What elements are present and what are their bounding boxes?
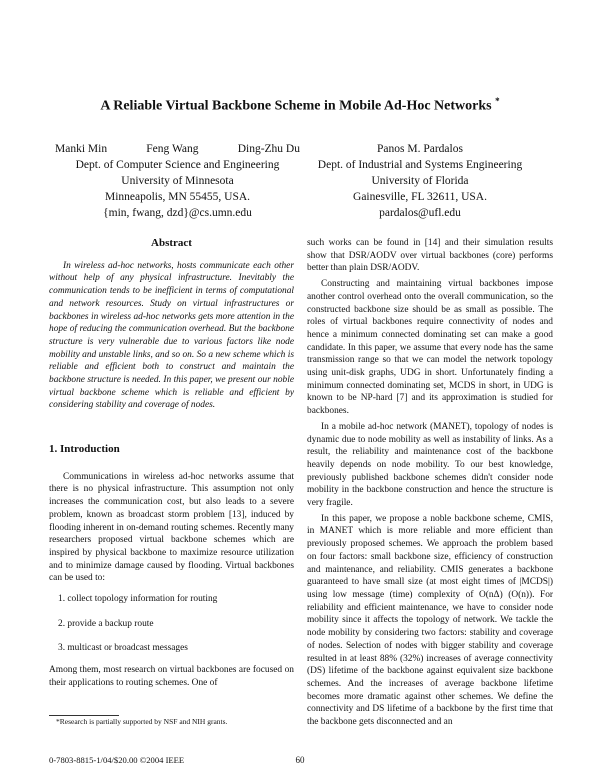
author-city: Minneapolis, MN 55455, USA. xyxy=(104,191,251,203)
body-paragraph: In this paper, we propose a noble backbone scheme, CMIS, in MANET which is more reliable and more efficient than previously proposed schemes. We approach the problem based on four factors: small backbone size, efficiency of construction and maintenance, and reliability. CMIS generates a backbone guaranteed to have small size (at most eight times of |MCDS|) using low message (time) complexity of O(nΔ) (O(n)). For reliability and efficient maintenance, we have to consider node mobility since it affects the topology of network. We tackle the node mobility by considering two factors: stability and coverage of nodes. Selection of nodes with bigger stability and coverage resulted in at least 88% (32%) increases of average connectivity (DS) lifetime of the backbone against equivalent size backbone schemes. And the increases of average backbone lifetime becomes more dramatic against other schemes. We define the connectivity and DS lifetime of a backbone by the first time that the backbone gets disconnected and an xyxy=(307,513,553,728)
abstract-heading: Abstract xyxy=(151,237,192,249)
left-column xyxy=(49,237,294,412)
paper-title xyxy=(0,96,600,115)
copyright-footer: 0-7803-8815-1/04/$20.00 ©2004 IEEE xyxy=(49,755,185,765)
list-item: 1. collect topology information for routing xyxy=(58,594,218,605)
body-paragraph: such works can be found in [14] and their simulation results show that DSR/AODV over virtual backbones (core) performs better than plain DSR/AODV. xyxy=(307,238,553,274)
intro-paragraph: Communications in wireless ad-hoc networks assume that there is no physical infrastructure. This assumption not only increases the communication cost, but also leads to a severe problem, known as broadcast storm problem [13], induced by flooding inherent in on-demand routing schemes. Recently many researchers proposed virtual backbone schemes which are inspired by physical backbone to maximize resource utilization and to minimize damage caused by flooding. Virtual backbones can be used to: xyxy=(49,471,294,584)
author-email: {min, fwang, dzd}@cs.umn.edu xyxy=(103,207,252,219)
footnote-rule xyxy=(49,715,119,716)
page-number: 60 xyxy=(295,755,305,765)
intro-section xyxy=(49,443,294,690)
abstract-text: In wireless ad-hoc networks, hosts communicate each other without help of any physical infrastructure. Inevitably the communication tends to be inefficient in terms of computational and network resources. Study on virtual infrastructures or backbones in wireless ad-hoc networks gets more attention in the hope of reducing the communication overhead. But the backbone structure is very vulnerable due to various factors like node mobility and unstable links, and so on. So a new scheme which is reliable and efficient both to construct and maintain the backbone structure is needed. In this paper, we present our noble virtual backbone scheme which is reliable and efficient by considering stability and coverage of nodes. xyxy=(49,260,294,411)
author-name: Manki Min xyxy=(55,143,108,155)
author-city: Gainesville, FL 32611, USA. xyxy=(353,191,487,203)
list-item: 3. multicast or broadcast messages xyxy=(58,643,188,654)
author-name: Ding-Zhu Du xyxy=(237,143,300,155)
author-dept: Dept. of Computer Science and Engineering xyxy=(75,159,280,171)
author-name: Panos M. Pardalos xyxy=(377,143,463,155)
author-dept: Dept. of Industrial and Systems Engineering xyxy=(317,159,523,171)
author-univ: University of Florida xyxy=(371,175,469,187)
author-names xyxy=(55,141,300,157)
paper-title-text: A Reliable Virtual Backbone Scheme in Mobile Ad-Hoc Networks xyxy=(100,98,492,114)
authors-left xyxy=(55,141,300,221)
body-paragraph: In a mobile ad-hoc network (MANET), topology of nodes is dynamic due to node mobility as well as instability of links. As a result, the reliability and maintenance cost of the backbone heavily depends on node mobility. To our best knowledge, previously published backbone schemes didn't consider node mobility in the backbone construction and hence the structure is very fragile. xyxy=(307,421,553,509)
intro-heading: 1. Introduction xyxy=(49,443,120,455)
title-footnote-mark: * xyxy=(495,96,500,106)
right-column xyxy=(307,237,553,729)
author-univ: University of Minnesota xyxy=(121,175,234,187)
author-email: pardalos@ufl.edu xyxy=(379,207,461,219)
list-item: 2. provide a backup route xyxy=(58,618,154,629)
footnote: *Research is partially supported by NSF and NIH grants. xyxy=(56,717,228,726)
body-paragraph: Constructing and maintaining virtual backbones impose another control overhead onto the overall communication, so the constructed backbone size should be as small as possible. The roles of virtual backbones require connectivity of nodes and hence a minimum connected dominating set can make a good candidate. In this paper, we assume that every node has the same transmission range so that we can model the network topology using unit-disk graphs, UDG in short. Unfortunately finding a minimum connected dominating set, MCDS in short, in UDG is known to be NP-hard [7] and its approximation is studied for backbones. xyxy=(307,279,553,417)
author-name: Feng Wang xyxy=(146,143,199,155)
intro-paragraph: Among them, most research on virtual backbones are focused on their applications to routing schemes. One of xyxy=(49,665,294,688)
authors-right xyxy=(310,141,530,221)
